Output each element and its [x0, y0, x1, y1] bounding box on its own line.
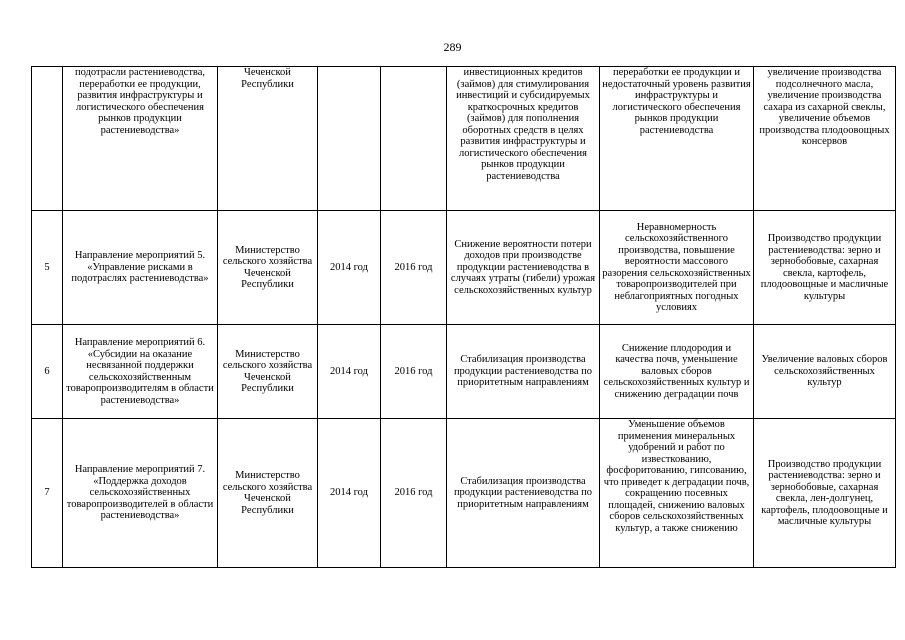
start-year-cell: 2014 год	[318, 211, 381, 325]
indicator-cell: увеличение производства подсолнечного масла, увеличение производства сахара из сахарной свеклы, увеличение объемов производства плодоовощных консервов	[754, 67, 896, 211]
expected-result-cell: Снижение вероятности потери доходов при производстве продукции растениеводства в случаях утраты (гибели) урожая сельскохозяйственных культур	[447, 211, 600, 325]
row-number-cell: 5	[32, 211, 63, 325]
executor-cell: Министерство сельского хозяйства Чеченской Республики	[218, 325, 318, 419]
start-year-cell	[318, 67, 381, 211]
measure-cell: Направление мероприятий 7. «Поддержка доходов сельскохозяйственных товаропроизводителей в области растениеводства»	[63, 419, 218, 568]
expected-result-cell: Стабилизация производства продукции растениеводства по приоритетным направлениям	[447, 325, 600, 419]
table-row	[32, 67, 896, 211]
indicator-cell: Увеличение валовых сборов сельскохозяйственных культур	[754, 325, 896, 419]
consequence-cell: Неравномерность сельскохозяйственного производства, повышение вероятности массового разорения сельскохозяйственных товаропроизводителей при неблагоприятных погодных условиях	[600, 211, 754, 325]
executor-cell: Министерство сельского хозяйства Чеченской Республики	[218, 211, 318, 325]
consequence-cell: переработки ее продукции и недостаточный уровень развития инфраструктуры и логистического обеспечения рынков продукции растениеводства	[600, 67, 754, 211]
start-year-cell: 2014 год	[318, 419, 381, 568]
table-row	[32, 211, 896, 325]
executor-cell: Чеченской Республики	[218, 67, 318, 211]
measure-cell: подотрасли растениеводства, переработки ее продукции, развития инфраструктуры и логистического обеспечения рынков продукции растениеводства»	[63, 67, 218, 211]
consequence-cell: Уменьшение объемов применения минеральных удобрений и работ по известкованию, фосфоритованию, гипсованию, что приведет к деградации почв, сокращению посевных площадей, снижению валовых сборов сельскохозяйственных культур, а также снижению	[600, 419, 754, 568]
executor-cell: Министерство сельского хозяйства Чеченской Республики	[218, 419, 318, 568]
measure-cell: Направление мероприятий 5. «Управление рисками в подотраслях растениеводства»	[63, 211, 218, 325]
page-number: 289	[443, 40, 462, 54]
measure-cell: Направление мероприятий 6. «Субсидии на оказание несвязанной поддержки сельскохозяйственным товаропроизводителям в области растениеводства»	[63, 325, 218, 419]
indicator-cell: Производство продукции растениеводства: зерно и зернобобовые, сахарная свекла, лен-долгунец, картофель, плодоовощные и масличные культуры	[754, 419, 896, 568]
end-year-cell: 2016 год	[381, 419, 447, 568]
row-number-cell: 6	[32, 325, 63, 419]
consequence-cell: Снижение плодородия и качества почв, уменьшение валовых сборов сельскохозяйственных культур и снижению деградации почв	[600, 325, 754, 419]
expected-result-cell: инвестиционных кредитов (займов) для стимулирования инвестиций и субсидируемых краткосрочных кредитов (займов) для пополнения оборотных средств в целях развития инфраструктуры и логистического обеспечения рынков продукции растениеводства	[447, 67, 600, 211]
end-year-cell: 2016 год	[381, 211, 447, 325]
row-number-cell: 7	[32, 419, 63, 568]
row-number-cell	[32, 67, 63, 211]
indicator-cell: Производство продукции растениеводства: зерно и зернобобовые, сахарная свекла, картофель, плодоовощные и масличные культуры	[754, 211, 896, 325]
end-year-cell	[381, 67, 447, 211]
start-year-cell: 2014 год	[318, 325, 381, 419]
expected-result-cell: Стабилизация производства продукции растениеводства по приоритетным направлениям	[447, 419, 600, 568]
table-row	[32, 419, 896, 568]
program-measures-table	[31, 66, 896, 568]
end-year-cell: 2016 год	[381, 325, 447, 419]
table-row	[32, 325, 896, 419]
